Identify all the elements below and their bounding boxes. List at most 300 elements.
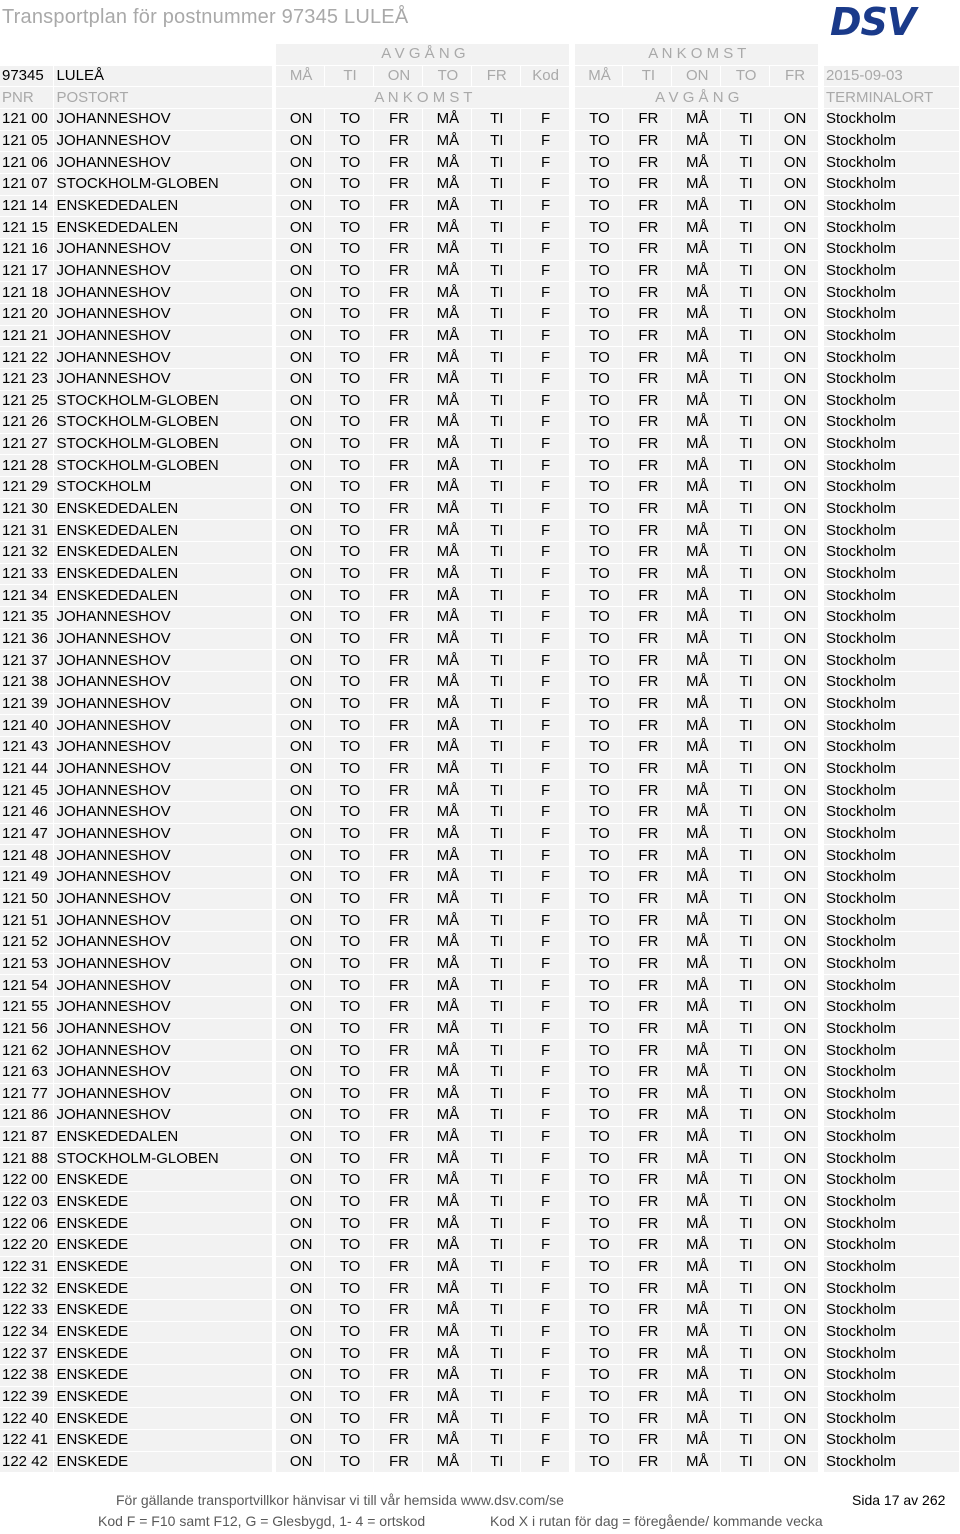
day-cell: MÅ (672, 1213, 721, 1235)
day-cell: MÅ (672, 780, 721, 802)
terminal-cell: Stockholm (823, 910, 959, 932)
day-cell: TI (471, 823, 520, 845)
day-cell: FR (623, 607, 672, 629)
day-cell: MÅ (672, 130, 721, 152)
day-cell: MÅ (422, 1300, 471, 1322)
day-cell: F (520, 1321, 569, 1343)
day-cell: ON (276, 1170, 325, 1192)
day-cell: ON (770, 1451, 819, 1473)
day-cell: ON (770, 1191, 819, 1213)
day-cell: TI (721, 607, 770, 629)
day-cell: FR (374, 455, 423, 477)
day-cell: MÅ (672, 303, 721, 325)
day-cell: ON (770, 823, 819, 845)
day-cell: ON (276, 1105, 325, 1127)
day-cell: ON (770, 737, 819, 759)
table-row (0, 758, 960, 780)
day-cell: TO (574, 477, 623, 499)
day-cell: TI (471, 1451, 520, 1473)
postort: JOHANNESHOV (54, 996, 273, 1018)
postort: ENSKEDE (54, 1430, 273, 1452)
day-cell: TI (721, 823, 770, 845)
day-cell: ON (770, 498, 819, 520)
day-header: ON (374, 65, 423, 87)
terminal-cell: Stockholm (823, 715, 959, 737)
table-row (0, 1105, 960, 1127)
day-cell: FR (623, 585, 672, 607)
day-cell: TI (471, 455, 520, 477)
day-cell: MÅ (422, 1040, 471, 1062)
day-cell: ON (770, 130, 819, 152)
day-cell: FR (374, 412, 423, 434)
day-cell: F (520, 953, 569, 975)
postal-code: 121 36 (0, 628, 54, 650)
day-cell: F (520, 1061, 569, 1083)
day-cell: FR (623, 780, 672, 802)
postal-code: 122 37 (0, 1343, 54, 1365)
postal-code: 121 21 (0, 325, 54, 347)
day-cell: ON (770, 888, 819, 910)
day-cell: TI (721, 737, 770, 759)
day-cell: F (520, 1430, 569, 1452)
day-cell: ON (770, 1126, 819, 1148)
day-cell: TI (471, 1321, 520, 1343)
day-cell: TI (721, 1083, 770, 1105)
day-cell: ON (276, 455, 325, 477)
day-cell: TI (471, 845, 520, 867)
day-cell: TO (574, 801, 623, 823)
postort: JOHANNESHOV (54, 1105, 273, 1127)
postal-code: 122 03 (0, 1191, 54, 1213)
terminal-cell: Stockholm (823, 1386, 959, 1408)
day-cell: ON (276, 823, 325, 845)
terminal-cell: Stockholm (823, 1256, 959, 1278)
day-cell: MÅ (672, 1040, 721, 1062)
day-cell: MÅ (422, 1386, 471, 1408)
day-cell: FR (374, 693, 423, 715)
postort: ENSKEDEDALEN (54, 217, 273, 239)
day-cell: ON (276, 931, 325, 953)
day-cell: ON (276, 628, 325, 650)
day-cell: F (520, 1083, 569, 1105)
postort: ENSKEDE (54, 1170, 273, 1192)
day-cell: ON (770, 715, 819, 737)
day-cell: F (520, 1451, 569, 1473)
day-cell: F (520, 888, 569, 910)
day-cell: TO (574, 693, 623, 715)
day-cell: TI (721, 368, 770, 390)
day-cell: TO (574, 953, 623, 975)
day-cell: TO (325, 1018, 374, 1040)
postort: JOHANNESHOV (54, 758, 273, 780)
day-header: TI (325, 65, 374, 87)
day-cell: ON (276, 347, 325, 369)
terminal-cell: Stockholm (823, 780, 959, 802)
terminal-cell: Stockholm (823, 1018, 959, 1040)
day-cell: MÅ (422, 693, 471, 715)
day-cell: TI (471, 108, 520, 130)
day-cell: FR (374, 1256, 423, 1278)
day-cell: FR (623, 1126, 672, 1148)
postal-code: 121 40 (0, 715, 54, 737)
day-cell: TO (574, 1213, 623, 1235)
day-cell: MÅ (672, 1256, 721, 1278)
day-cell: F (520, 607, 569, 629)
day-cell: TO (325, 1105, 374, 1127)
postort: JOHANNESHOV (54, 650, 273, 672)
day-cell: ON (276, 498, 325, 520)
day-cell: MÅ (422, 996, 471, 1018)
postal-code: 121 34 (0, 585, 54, 607)
day-cell: TI (471, 910, 520, 932)
day-cell: FR (623, 1278, 672, 1300)
day-cell: FR (374, 1148, 423, 1170)
terminal-cell: Stockholm (823, 931, 959, 953)
date-header: 2015-09-03 (823, 65, 959, 87)
postort: STOCKHOLM-GLOBEN (54, 390, 273, 412)
day-cell: F (520, 1018, 569, 1040)
day-cell: MÅ (672, 217, 721, 239)
day-cell: TO (574, 1018, 623, 1040)
terminal-cell: Stockholm (823, 672, 959, 694)
ankomst-header: A N K O M S T (574, 44, 818, 65)
postort: ENSKEDEDALEN (54, 195, 273, 217)
day-cell: MÅ (422, 325, 471, 347)
table-row (0, 672, 960, 694)
day-cell: MÅ (422, 737, 471, 759)
table-row (0, 607, 960, 629)
day-cell: TI (471, 1256, 520, 1278)
day-cell: F (520, 672, 569, 694)
postal-code: 121 20 (0, 303, 54, 325)
postal-code: 122 33 (0, 1300, 54, 1322)
day-cell: F (520, 737, 569, 759)
day-header: TI (623, 65, 672, 87)
table-row (0, 780, 960, 802)
day-cell: FR (374, 1170, 423, 1192)
day-cell: TO (325, 585, 374, 607)
day-cell: ON (770, 1061, 819, 1083)
day-cell: MÅ (422, 542, 471, 564)
day-cell: TO (325, 520, 374, 542)
day-cell: F (520, 585, 569, 607)
day-cell: ON (276, 1191, 325, 1213)
table-row (0, 1061, 960, 1083)
day-cell: ON (770, 910, 819, 932)
day-cell: FR (623, 217, 672, 239)
day-cell: TI (471, 1386, 520, 1408)
day-cell: F (520, 1386, 569, 1408)
postal-code: 122 42 (0, 1451, 54, 1473)
day-cell: FR (623, 628, 672, 650)
day-cell: ON (276, 996, 325, 1018)
day-cell: MÅ (422, 1408, 471, 1430)
table-row (0, 1126, 960, 1148)
day-cell: F (520, 650, 569, 672)
day-cell: MÅ (672, 953, 721, 975)
day-cell: TO (574, 975, 623, 997)
day-cell: F (520, 1148, 569, 1170)
day-cell: FR (623, 303, 672, 325)
kod-header: Kod (520, 65, 569, 87)
postort: ENSKEDE (54, 1300, 273, 1322)
day-cell: TO (325, 845, 374, 867)
postal-code: 122 06 (0, 1213, 54, 1235)
day-cell: TI (721, 1408, 770, 1430)
day-header: MÅ (276, 65, 325, 87)
table-row (0, 996, 960, 1018)
day-cell: TO (574, 368, 623, 390)
day-cell: TI (721, 758, 770, 780)
day-cell: F (520, 325, 569, 347)
table-row (0, 693, 960, 715)
day-cell: MÅ (672, 195, 721, 217)
day-cell: TO (574, 412, 623, 434)
day-cell: TI (721, 412, 770, 434)
sub-avgang-label: A V G Å N G (574, 87, 818, 109)
day-cell: TI (471, 996, 520, 1018)
day-cell: TI (471, 801, 520, 823)
day-cell: ON (770, 845, 819, 867)
day-cell: MÅ (422, 173, 471, 195)
postal-code: 122 20 (0, 1235, 54, 1257)
day-cell: TO (325, 758, 374, 780)
terminal-cell: Stockholm (823, 130, 959, 152)
terminal-cell: Stockholm (823, 866, 959, 888)
day-cell: MÅ (672, 477, 721, 499)
day-cell: MÅ (672, 1083, 721, 1105)
postort: JOHANNESHOV (54, 672, 273, 694)
day-cell: MÅ (422, 628, 471, 650)
day-cell: FR (623, 563, 672, 585)
day-cell: ON (770, 1321, 819, 1343)
day-cell: TI (471, 953, 520, 975)
day-cell: F (520, 1213, 569, 1235)
postort: STOCKHOLM-GLOBEN (54, 433, 273, 455)
day-cell: TI (471, 1018, 520, 1040)
postal-code: 121 30 (0, 498, 54, 520)
day-cell: MÅ (672, 108, 721, 130)
day-cell: TI (721, 1365, 770, 1387)
table-row (0, 130, 960, 152)
day-cell: TO (574, 1083, 623, 1105)
day-cell: TO (574, 1105, 623, 1127)
day-cell: TI (471, 715, 520, 737)
day-cell: F (520, 195, 569, 217)
day-cell: TI (471, 888, 520, 910)
day-cell: FR (374, 780, 423, 802)
day-cell: MÅ (672, 1321, 721, 1343)
day-cell: TO (325, 1040, 374, 1062)
day-cell: TI (471, 1083, 520, 1105)
day-cell: MÅ (422, 758, 471, 780)
day-cell: MÅ (422, 1430, 471, 1452)
day-cell: TI (721, 910, 770, 932)
day-cell: MÅ (422, 1343, 471, 1365)
day-cell: ON (276, 1408, 325, 1430)
table-row (0, 1040, 960, 1062)
day-cell: FR (623, 130, 672, 152)
day-cell: MÅ (422, 672, 471, 694)
header-row-days (0, 65, 960, 87)
day-cell: ON (770, 1018, 819, 1040)
day-cell: MÅ (672, 1408, 721, 1430)
day-cell: F (520, 542, 569, 564)
day-cell: TI (471, 1148, 520, 1170)
day-cell: TO (574, 715, 623, 737)
day-cell: TO (325, 1170, 374, 1192)
day-cell: FR (374, 347, 423, 369)
day-cell: TI (471, 672, 520, 694)
day-cell: ON (770, 542, 819, 564)
day-cell: MÅ (672, 931, 721, 953)
day-cell: MÅ (422, 931, 471, 953)
postort: JOHANNESHOV (54, 737, 273, 759)
day-cell: MÅ (422, 888, 471, 910)
day-cell: TI (721, 1300, 770, 1322)
day-cell: ON (276, 1018, 325, 1040)
day-cell: TO (325, 715, 374, 737)
day-cell: TO (574, 433, 623, 455)
terminal-cell: Stockholm (823, 238, 959, 260)
day-cell: TO (574, 866, 623, 888)
day-cell: MÅ (672, 823, 721, 845)
table-row (0, 173, 960, 195)
day-cell: TI (721, 1386, 770, 1408)
day-cell: TO (325, 866, 374, 888)
day-cell: FR (374, 823, 423, 845)
table-row (0, 1235, 960, 1257)
day-cell: TO (325, 1278, 374, 1300)
postort: ENSKEDE (54, 1235, 273, 1257)
day-cell: TI (471, 1126, 520, 1148)
day-cell: TI (471, 1408, 520, 1430)
day-cell: FR (623, 931, 672, 953)
postal-code: 121 29 (0, 477, 54, 499)
day-cell: TI (721, 1343, 770, 1365)
terminal-cell: Stockholm (823, 823, 959, 845)
day-cell: TO (325, 1191, 374, 1213)
postort: JOHANNESHOV (54, 260, 273, 282)
day-cell: TI (721, 1170, 770, 1192)
table-row (0, 1300, 960, 1322)
day-cell: FR (623, 1040, 672, 1062)
day-cell: TO (325, 433, 374, 455)
day-cell: ON (276, 152, 325, 174)
day-cell: MÅ (422, 607, 471, 629)
postal-code: 122 39 (0, 1386, 54, 1408)
postort: JOHANNESHOV (54, 888, 273, 910)
day-cell: ON (276, 130, 325, 152)
terminal-cell: Stockholm (823, 412, 959, 434)
day-cell: MÅ (422, 152, 471, 174)
day-cell: TI (721, 542, 770, 564)
day-cell: F (520, 108, 569, 130)
day-cell: ON (770, 1300, 819, 1322)
postort: ENSKEDEDALEN (54, 520, 273, 542)
day-cell: ON (276, 715, 325, 737)
day-cell: ON (770, 1040, 819, 1062)
day-cell: F (520, 368, 569, 390)
day-cell: ON (770, 1408, 819, 1430)
postal-code: 121 33 (0, 563, 54, 585)
day-cell: MÅ (422, 1126, 471, 1148)
day-cell: MÅ (422, 1191, 471, 1213)
postal-code: 121 07 (0, 173, 54, 195)
day-cell: ON (276, 758, 325, 780)
day-cell: F (520, 390, 569, 412)
day-cell: MÅ (672, 1148, 721, 1170)
day-cell: MÅ (672, 347, 721, 369)
day-cell: TI (721, 1191, 770, 1213)
day-cell: MÅ (672, 585, 721, 607)
day-cell: ON (276, 845, 325, 867)
day-cell: MÅ (422, 238, 471, 260)
day-cell: FR (623, 672, 672, 694)
postort: ENSKEDE (54, 1213, 273, 1235)
day-cell: MÅ (672, 1278, 721, 1300)
day-cell: TO (574, 1235, 623, 1257)
day-cell: FR (374, 1018, 423, 1040)
day-cell: MÅ (672, 433, 721, 455)
day-cell: MÅ (422, 845, 471, 867)
day-cell: F (520, 563, 569, 585)
day-cell: TO (325, 672, 374, 694)
day-cell: ON (276, 737, 325, 759)
day-cell: MÅ (672, 412, 721, 434)
day-cell: TI (721, 1105, 770, 1127)
postal-code: 121 86 (0, 1105, 54, 1127)
day-cell: TI (721, 1148, 770, 1170)
day-cell: F (520, 238, 569, 260)
day-cell: FR (374, 368, 423, 390)
day-cell: TO (325, 1256, 374, 1278)
day-cell: F (520, 1170, 569, 1192)
day-header: MÅ (574, 65, 623, 87)
terminal-cell: Stockholm (823, 217, 959, 239)
day-cell: ON (770, 238, 819, 260)
day-cell: MÅ (672, 1430, 721, 1452)
day-cell: TO (574, 1170, 623, 1192)
day-cell: ON (276, 390, 325, 412)
day-cell: TO (325, 1126, 374, 1148)
day-cell: MÅ (422, 715, 471, 737)
day-cell: ON (276, 650, 325, 672)
day-cell: FR (623, 1430, 672, 1452)
day-cell: FR (623, 1083, 672, 1105)
postort: JOHANNESHOV (54, 823, 273, 845)
day-cell: ON (770, 1235, 819, 1257)
day-cell: TI (721, 693, 770, 715)
day-cell: TO (574, 672, 623, 694)
day-cell: TO (574, 931, 623, 953)
day-cell: TO (325, 130, 374, 152)
day-cell: ON (276, 368, 325, 390)
day-cell: TO (325, 823, 374, 845)
day-cell: FR (623, 1170, 672, 1192)
city-value: LULEÅ (54, 65, 273, 87)
day-cell: TI (721, 1018, 770, 1040)
day-cell: MÅ (672, 1170, 721, 1192)
day-cell: ON (276, 607, 325, 629)
day-cell: FR (623, 801, 672, 823)
day-cell: F (520, 1105, 569, 1127)
day-cell: MÅ (422, 108, 471, 130)
day-cell: ON (770, 1365, 819, 1387)
day-cell: MÅ (672, 996, 721, 1018)
day-cell: ON (276, 1083, 325, 1105)
postort: JOHANNESHOV (54, 282, 273, 304)
